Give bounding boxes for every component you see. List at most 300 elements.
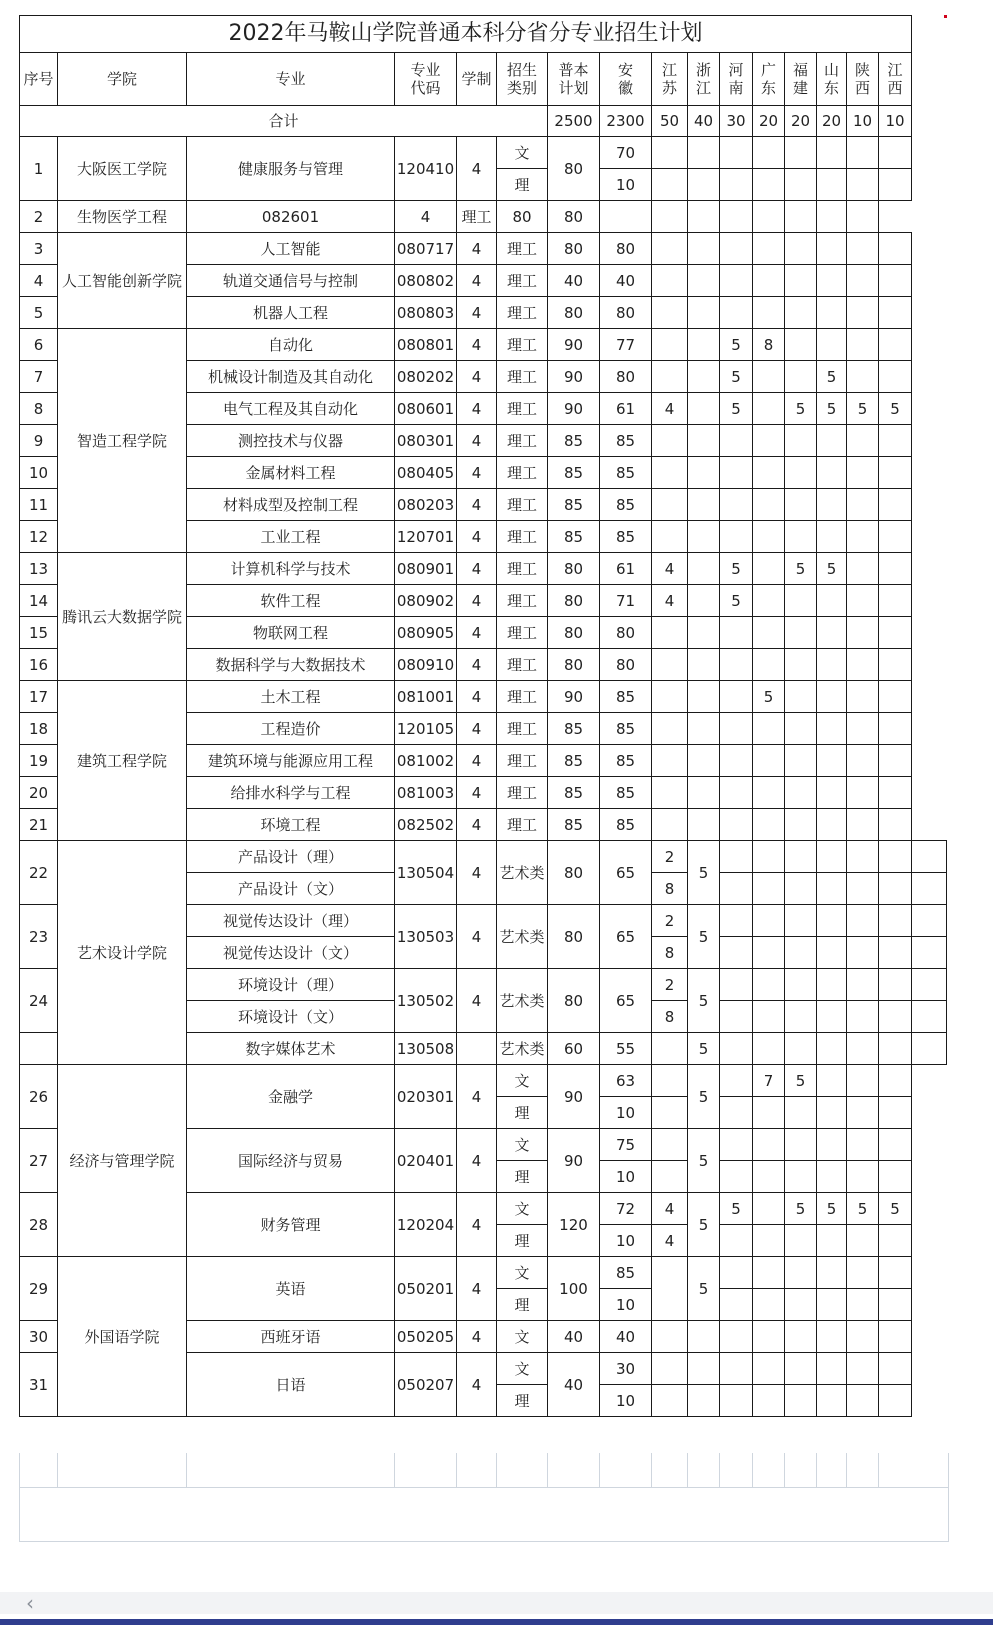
table-cell[interactable] [753, 297, 785, 329]
table-cell[interactable] [688, 1321, 720, 1353]
table-cell[interactable]: 艺术类 [497, 905, 548, 969]
table-cell[interactable]: 4 [457, 1193, 497, 1257]
table-cell[interactable] [912, 873, 947, 905]
table-cell[interactable] [720, 521, 753, 553]
table-cell[interactable]: 61 [600, 393, 652, 425]
table-cell[interactable] [912, 905, 947, 937]
table-cell[interactable] [753, 457, 785, 489]
header-category[interactable] [497, 53, 548, 106]
table-cell[interactable]: 080301 [395, 425, 457, 457]
table-cell[interactable]: 80 [548, 297, 600, 329]
table-cell[interactable]: 080802 [395, 265, 457, 297]
table-cell[interactable] [847, 457, 879, 489]
table-cell[interactable] [720, 841, 753, 873]
table-cell[interactable]: 85 [548, 425, 600, 457]
table-cell[interactable] [720, 457, 753, 489]
table-cell[interactable]: 90 [548, 1065, 600, 1129]
table-cell[interactable] [879, 1161, 912, 1193]
total-label[interactable]: 合计 [20, 106, 548, 137]
table-cell[interactable] [847, 1321, 879, 1353]
table-cell[interactable] [817, 585, 847, 617]
table-cell[interactable]: 文 [497, 1129, 548, 1161]
table-cell[interactable]: 85 [548, 521, 600, 553]
table-cell[interactable]: 90 [548, 361, 600, 393]
table-cell[interactable]: 85 [548, 809, 600, 841]
header-province[interactable] [652, 53, 688, 106]
table-cell[interactable] [652, 457, 688, 489]
table-cell[interactable] [785, 457, 817, 489]
table-cell[interactable]: 4 [652, 1225, 688, 1257]
table-cell[interactable]: 4 [457, 649, 497, 681]
table-cell[interactable]: 10 [600, 1225, 652, 1257]
total-province[interactable]: 20 [817, 106, 847, 137]
table-cell[interactable]: 环境设计（文） [187, 1001, 395, 1033]
total-plan[interactable]: 2500 [548, 106, 600, 137]
table-cell[interactable]: 5 [688, 841, 720, 905]
table-cell[interactable] [688, 777, 720, 809]
table-cell[interactable] [817, 1161, 847, 1193]
table-cell[interactable]: 4 [457, 617, 497, 649]
table-cell[interactable]: 理工 [497, 585, 548, 617]
table-cell[interactable] [652, 201, 688, 233]
table-cell[interactable]: 080803 [395, 297, 457, 329]
table-cell[interactable]: 080601 [395, 393, 457, 425]
table-cell[interactable]: 65 [600, 905, 652, 969]
table-cell[interactable]: 85 [548, 489, 600, 521]
table-cell[interactable] [879, 681, 912, 713]
table-cell[interactable] [817, 937, 847, 969]
table-cell[interactable]: 65 [600, 841, 652, 905]
table-cell[interactable]: 85 [548, 777, 600, 809]
table-cell[interactable]: 理工 [497, 457, 548, 489]
table-cell[interactable] [817, 297, 847, 329]
table-cell[interactable] [785, 649, 817, 681]
table-cell[interactable] [817, 1065, 847, 1097]
table-cell[interactable] [847, 585, 879, 617]
table-cell[interactable] [785, 1097, 817, 1129]
table-cell[interactable] [912, 1033, 947, 1065]
table-cell[interactable] [688, 585, 720, 617]
table-cell[interactable] [720, 297, 753, 329]
table-cell[interactable] [847, 329, 879, 361]
table-cell[interactable] [847, 489, 879, 521]
table-cell[interactable] [652, 1065, 688, 1097]
table-cell[interactable] [785, 233, 817, 265]
table-cell[interactable]: 90 [548, 681, 600, 713]
table-cell[interactable]: 测控技术与仪器 [187, 425, 395, 457]
table-cell[interactable] [847, 713, 879, 745]
table-cell[interactable]: 理 [497, 1385, 548, 1417]
table-cell[interactable] [817, 873, 847, 905]
table-cell[interactable]: 120204 [395, 1193, 457, 1257]
table-cell[interactable]: 西班牙语 [187, 1321, 395, 1353]
table-cell[interactable]: 2 [652, 841, 688, 873]
table-cell[interactable]: 65 [600, 969, 652, 1033]
table-cell[interactable] [652, 1129, 688, 1161]
table-cell[interactable] [847, 745, 879, 777]
table-cell[interactable]: 理工 [497, 361, 548, 393]
table-cell[interactable] [785, 745, 817, 777]
table-cell[interactable] [847, 1129, 879, 1161]
table-cell[interactable]: 理工 [497, 329, 548, 361]
table-cell[interactable]: 理工 [497, 393, 548, 425]
table-cell[interactable] [688, 201, 720, 233]
table-cell[interactable] [753, 617, 785, 649]
table-cell[interactable]: 4 [457, 1353, 497, 1417]
table-cell[interactable] [879, 1321, 912, 1353]
table-cell[interactable] [817, 1033, 847, 1065]
table-cell[interactable]: 4 [457, 233, 497, 265]
table-cell[interactable] [879, 617, 912, 649]
table-cell[interactable] [785, 841, 817, 873]
table-cell[interactable]: 80 [600, 649, 652, 681]
table-cell[interactable]: 5 [817, 1193, 847, 1225]
table-cell[interactable] [785, 937, 817, 969]
table-cell[interactable]: 4 [20, 265, 58, 297]
table-cell[interactable] [847, 169, 879, 201]
table-cell[interactable]: 18 [20, 713, 58, 745]
table-cell[interactable]: 产品设计（理） [187, 841, 395, 873]
table-cell[interactable] [753, 1033, 785, 1065]
table-cell[interactable] [688, 489, 720, 521]
horizontal-scrollbar[interactable] [0, 1592, 993, 1614]
table-cell[interactable] [753, 777, 785, 809]
table-cell[interactable]: 130502 [395, 969, 457, 1033]
table-cell[interactable]: 4 [457, 393, 497, 425]
total-province[interactable]: 30 [720, 106, 753, 137]
table-cell[interactable]: 5 [817, 361, 847, 393]
table-cell[interactable] [785, 425, 817, 457]
table-cell[interactable] [879, 329, 912, 361]
table-cell[interactable]: 环境设计（理） [187, 969, 395, 1001]
table-cell[interactable]: 17 [20, 681, 58, 713]
table-cell[interactable]: 080910 [395, 649, 457, 681]
table-cell[interactable]: 4 [457, 585, 497, 617]
table-cell[interactable] [847, 1161, 879, 1193]
table-cell[interactable] [720, 137, 753, 169]
table-cell[interactable]: 85 [548, 745, 600, 777]
table-cell[interactable] [720, 233, 753, 265]
table-cell[interactable]: 4 [457, 745, 497, 777]
table-cell[interactable]: 70 [600, 137, 652, 169]
table-cell[interactable]: 英语 [187, 1257, 395, 1321]
table-cell[interactable]: 120 [548, 1193, 600, 1257]
table-cell[interactable]: 050205 [395, 1321, 457, 1353]
table-cell[interactable] [720, 1257, 753, 1289]
table-cell[interactable] [817, 265, 847, 297]
table-cell[interactable] [720, 265, 753, 297]
table-cell[interactable] [817, 745, 847, 777]
table-cell[interactable] [753, 809, 785, 841]
table-cell[interactable]: 给排水科学与工程 [187, 777, 395, 809]
total-province[interactable]: 10 [879, 106, 912, 137]
table-cell[interactable] [817, 425, 847, 457]
table-cell[interactable]: 80 [548, 201, 600, 233]
table-cell[interactable] [879, 585, 912, 617]
table-cell[interactable]: 85 [548, 713, 600, 745]
table-cell[interactable] [688, 137, 720, 169]
table-cell[interactable] [879, 649, 912, 681]
table-cell[interactable] [847, 937, 879, 969]
table-cell[interactable] [688, 521, 720, 553]
table-cell[interactable]: 27 [20, 1129, 58, 1193]
table-cell[interactable] [879, 425, 912, 457]
table-cell[interactable]: 80 [548, 233, 600, 265]
table-cell[interactable] [817, 1385, 847, 1417]
table-cell[interactable] [652, 169, 688, 201]
table-cell[interactable] [847, 361, 879, 393]
table-cell[interactable]: 理工 [497, 297, 548, 329]
table-cell[interactable]: 80 [548, 585, 600, 617]
table-cell[interactable]: 建筑工程学院 [58, 681, 187, 841]
table-cell[interactable]: 15 [20, 617, 58, 649]
table-cell[interactable] [457, 1033, 497, 1065]
table-cell[interactable]: 85 [600, 1257, 652, 1289]
table-cell[interactable]: 4 [457, 841, 497, 905]
table-cell[interactable]: 4 [457, 297, 497, 329]
table-cell[interactable]: 环境工程 [187, 809, 395, 841]
table-cell[interactable] [652, 489, 688, 521]
table-cell[interactable] [879, 777, 912, 809]
table-cell[interactable] [817, 1353, 847, 1385]
table-cell[interactable]: 26 [20, 1065, 58, 1129]
table-cell[interactable]: 理 [497, 1097, 548, 1129]
table-cell[interactable]: 5 [847, 393, 879, 425]
table-cell[interactable] [720, 809, 753, 841]
table-cell[interactable]: 61 [600, 553, 652, 585]
header-province[interactable] [847, 53, 879, 106]
table-cell[interactable]: 5 [688, 1065, 720, 1129]
table-cell[interactable]: 081002 [395, 745, 457, 777]
table-cell[interactable]: 10 [20, 457, 58, 489]
table-cell[interactable] [847, 841, 879, 873]
table-cell[interactable]: 大阪医工学院 [58, 137, 187, 201]
table-cell[interactable] [688, 393, 720, 425]
table-cell[interactable]: 28 [20, 1193, 58, 1257]
table-cell[interactable] [847, 425, 879, 457]
table-cell[interactable]: 理工 [497, 681, 548, 713]
table-cell[interactable]: 轨道交通信号与控制 [187, 265, 395, 297]
table-cell[interactable] [785, 681, 817, 713]
table-cell[interactable] [720, 1033, 753, 1065]
table-cell[interactable]: 77 [600, 329, 652, 361]
table-cell[interactable] [879, 1385, 912, 1417]
table-cell[interactable] [688, 1353, 720, 1385]
table-cell[interactable] [847, 1033, 879, 1065]
table-cell[interactable]: 理工 [497, 809, 548, 841]
table-cell[interactable]: 020401 [395, 1129, 457, 1193]
table-cell[interactable] [753, 1353, 785, 1385]
table-cell[interactable] [847, 265, 879, 297]
table-cell[interactable]: 40 [548, 1321, 600, 1353]
table-cell[interactable] [753, 905, 785, 937]
table-cell[interactable] [879, 937, 912, 969]
table-cell[interactable]: 16 [20, 649, 58, 681]
table-cell[interactable] [847, 777, 879, 809]
table-cell[interactable]: 12 [20, 521, 58, 553]
table-cell[interactable]: 5 [785, 393, 817, 425]
table-cell[interactable]: 4 [457, 553, 497, 585]
table-cell[interactable] [817, 137, 847, 169]
table-cell[interactable]: 4 [457, 969, 497, 1033]
table-cell[interactable] [847, 1097, 879, 1129]
table-cell[interactable]: 国际经济与贸易 [187, 1129, 395, 1193]
table-cell[interactable]: 理工 [497, 233, 548, 265]
table-cell[interactable] [847, 969, 879, 1001]
table-cell[interactable] [688, 713, 720, 745]
table-cell[interactable]: 85 [548, 457, 600, 489]
table-cell[interactable] [720, 937, 753, 969]
table-cell[interactable] [753, 361, 785, 393]
table-cell[interactable]: 健康服务与管理 [187, 137, 395, 201]
total-province[interactable]: 40 [688, 106, 720, 137]
table-cell[interactable] [847, 649, 879, 681]
table-cell[interactable] [785, 905, 817, 937]
table-cell[interactable] [879, 265, 912, 297]
table-cell[interactable] [753, 553, 785, 585]
table-cell[interactable] [753, 265, 785, 297]
table-cell[interactable] [720, 1321, 753, 1353]
table-cell[interactable]: 2 [652, 905, 688, 937]
table-cell[interactable] [753, 521, 785, 553]
table-cell[interactable]: 081003 [395, 777, 457, 809]
table-cell[interactable]: 90 [548, 1129, 600, 1193]
table-cell[interactable] [879, 1097, 912, 1129]
table-cell[interactable] [720, 1353, 753, 1385]
table-cell[interactable]: 材料成型及控制工程 [187, 489, 395, 521]
table-cell[interactable]: 5 [785, 1065, 817, 1097]
table-cell[interactable] [785, 1321, 817, 1353]
table-cell[interactable]: 63 [600, 1065, 652, 1097]
table-cell[interactable] [817, 457, 847, 489]
table-cell[interactable] [879, 169, 912, 201]
table-cell[interactable] [817, 681, 847, 713]
table-cell[interactable] [753, 169, 785, 201]
table-cell[interactable] [785, 201, 817, 233]
table-cell[interactable]: 6 [20, 329, 58, 361]
table-cell[interactable] [720, 489, 753, 521]
table-cell[interactable]: 55 [600, 1033, 652, 1065]
table-cell[interactable] [785, 1129, 817, 1161]
table-cell[interactable] [847, 1001, 879, 1033]
table-cell[interactable]: 80 [548, 617, 600, 649]
table-cell[interactable] [817, 841, 847, 873]
table-cell[interactable] [600, 201, 652, 233]
table-cell[interactable]: 5 [688, 905, 720, 969]
table-cell[interactable]: 120105 [395, 713, 457, 745]
table-cell[interactable] [720, 169, 753, 201]
table-cell[interactable] [720, 681, 753, 713]
table-cell[interactable] [785, 1001, 817, 1033]
table-cell[interactable] [817, 777, 847, 809]
table-cell[interactable] [879, 489, 912, 521]
table-cell[interactable] [688, 169, 720, 201]
table-cell[interactable] [785, 169, 817, 201]
table-cell[interactable]: 80 [548, 969, 600, 1033]
table-cell[interactable] [847, 809, 879, 841]
table-cell[interactable]: 080203 [395, 489, 457, 521]
table-cell[interactable] [817, 969, 847, 1001]
table-cell[interactable]: 050207 [395, 1353, 457, 1417]
table-cell[interactable]: 理工 [497, 489, 548, 521]
table-cell[interactable] [652, 1161, 688, 1193]
table-cell[interactable]: 4 [652, 585, 688, 617]
table-cell[interactable]: 080405 [395, 457, 457, 489]
table-cell[interactable]: 机械设计制造及其自动化 [187, 361, 395, 393]
table-cell[interactable]: 文 [497, 1065, 548, 1097]
table-cell[interactable] [785, 361, 817, 393]
table-cell[interactable]: 8 [20, 393, 58, 425]
table-cell[interactable] [817, 1321, 847, 1353]
table-cell[interactable] [785, 873, 817, 905]
table-cell[interactable]: 90 [548, 329, 600, 361]
table-cell[interactable]: 生物医学工程 [58, 201, 187, 233]
table-cell[interactable]: 4 [652, 1193, 688, 1225]
table-cell[interactable]: 85 [600, 681, 652, 713]
table-cell[interactable]: 1 [20, 137, 58, 201]
table-cell[interactable] [753, 1193, 785, 1225]
table-cell[interactable] [720, 649, 753, 681]
table-cell[interactable] [785, 1385, 817, 1417]
table-cell[interactable] [912, 841, 947, 873]
table-cell[interactable]: 文 [497, 1321, 548, 1353]
header-province[interactable] [879, 53, 912, 106]
table-cell[interactable] [688, 1385, 720, 1417]
table-cell[interactable]: 3 [20, 233, 58, 265]
table-cell[interactable]: 理工 [497, 425, 548, 457]
header-province[interactable] [753, 53, 785, 106]
table-cell[interactable]: 5 [688, 1129, 720, 1193]
table-cell[interactable]: 080902 [395, 585, 457, 617]
table-cell[interactable]: 8 [652, 873, 688, 905]
table-cell[interactable] [817, 1225, 847, 1257]
table-cell[interactable]: 80 [600, 233, 652, 265]
table-cell[interactable] [652, 809, 688, 841]
table-cell[interactable]: 24 [20, 969, 58, 1033]
table-cell[interactable] [720, 201, 753, 233]
table-cell[interactable]: 75 [600, 1129, 652, 1161]
header-province[interactable] [720, 53, 753, 106]
table-cell[interactable] [720, 873, 753, 905]
table-cell[interactable]: 物联网工程 [187, 617, 395, 649]
table-cell[interactable]: 081001 [395, 681, 457, 713]
table-cell[interactable] [720, 425, 753, 457]
table-cell[interactable]: 理工 [497, 713, 548, 745]
table-cell[interactable]: 4 [652, 393, 688, 425]
table-cell[interactable] [753, 713, 785, 745]
total-province[interactable]: 20 [785, 106, 817, 137]
table-cell[interactable]: 4 [457, 1129, 497, 1193]
table-cell[interactable] [879, 457, 912, 489]
table-cell[interactable] [879, 233, 912, 265]
table-cell[interactable]: 4 [457, 425, 497, 457]
total-province[interactable]: 2300 [600, 106, 652, 137]
table-cell[interactable]: 80 [548, 841, 600, 905]
table-cell[interactable] [817, 169, 847, 201]
table-cell[interactable]: 080901 [395, 553, 457, 585]
table-cell[interactable] [817, 1097, 847, 1129]
table-cell[interactable] [817, 905, 847, 937]
table-cell[interactable]: 理工 [497, 777, 548, 809]
table-cell[interactable]: 文 [497, 1257, 548, 1289]
header-major[interactable]: 专业 [187, 53, 395, 106]
table-cell[interactable]: 5 [847, 1193, 879, 1225]
table-cell[interactable] [785, 585, 817, 617]
table-cell[interactable]: 10 [600, 1289, 652, 1321]
table-cell[interactable]: 100 [548, 1257, 600, 1321]
table-cell[interactable] [785, 1161, 817, 1193]
table-cell[interactable] [688, 265, 720, 297]
